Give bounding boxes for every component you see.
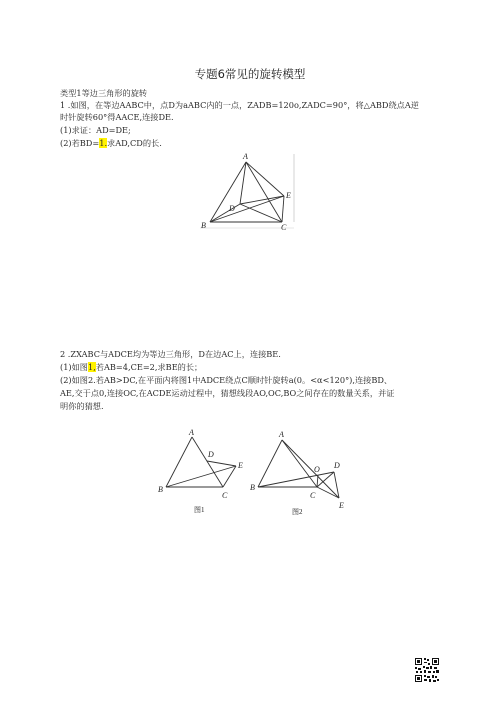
- q1-part1: (1)求证：AD=DE;: [60, 125, 131, 135]
- q2-part2-line3: 明你的猜想.: [60, 401, 104, 411]
- q1-statement-line2: 时针旋转60°得AACE,连接DE.: [60, 112, 174, 122]
- edge-dc: [240, 204, 282, 222]
- edge-ad: [240, 162, 246, 204]
- figure-caption: 图2: [292, 508, 303, 516]
- edge-ab: [258, 440, 282, 487]
- label-a: A: [189, 428, 194, 437]
- edge-be: [166, 466, 236, 487]
- label-e: E: [238, 461, 243, 470]
- q1-figure: [198, 150, 298, 235]
- edge-ce: [317, 487, 339, 498]
- edge-de: [240, 196, 284, 204]
- figure-caption: 图1: [194, 506, 205, 514]
- section-heading: 类型1等边三角形的旋转: [60, 88, 148, 98]
- edge-ab: [166, 437, 192, 487]
- label-d: D: [208, 450, 214, 459]
- edge-bd: [258, 472, 334, 487]
- label-b: B: [158, 485, 163, 494]
- label-e: E: [339, 501, 344, 510]
- edge-ec: [282, 196, 284, 222]
- edge-ab: [210, 162, 246, 222]
- q2-statement: 2 .ZXABC与ADCE均为等边三角形，D在边AC上，连接BE.: [60, 349, 281, 359]
- edge-ae: [246, 162, 284, 196]
- label-d: D: [229, 204, 235, 213]
- label-e: E: [286, 191, 291, 200]
- label-c: C: [310, 491, 316, 500]
- highlight-mark: 1.: [99, 138, 108, 148]
- label-b: B: [201, 221, 206, 230]
- q1-part2: (2)若BD=1.求AD,CD的长.: [60, 138, 162, 148]
- label-c: C: [281, 223, 287, 232]
- label-d: D: [334, 461, 340, 470]
- edge-ae: [282, 440, 339, 498]
- qr-code: [414, 657, 440, 683]
- edge-ac: [192, 437, 223, 487]
- edge-oc: [317, 475, 318, 487]
- label-a: A: [243, 152, 248, 161]
- page-title: 专题6常见的旋转模型: [194, 67, 306, 81]
- q2-figure-1: [152, 428, 252, 518]
- label-b: B: [250, 483, 255, 492]
- q2-part1: (1)如图1,若AB=4,CE=2,求BE的长；: [60, 362, 203, 372]
- edge-ac: [246, 162, 282, 222]
- label-c: C: [222, 491, 228, 500]
- highlight-mark: 1,: [87, 362, 96, 372]
- label-a: A: [279, 430, 284, 439]
- edge-de: [207, 461, 236, 466]
- q2-part2-line1: (2)如图2.若AB>DC,在平面内将图1中ADCE绕点C顺时针旋转a(0。<α<120°),连接BD、: [60, 375, 393, 385]
- q2-part2-line2: AE,交于点0,连接OC,在ACDE运动过程中，猜想线段AO,OC,BO之间存在的数量关系，并证: [60, 388, 395, 398]
- label-o: O: [314, 465, 320, 474]
- edge-ac: [282, 440, 317, 487]
- q1-statement-line1: 1 .如图，在等边AABC中，点D为aABC内的一点，ZADB=120o,ZADC=90°，将△ABD绕点A逆: [60, 100, 419, 110]
- q2-figure-2: [248, 428, 353, 520]
